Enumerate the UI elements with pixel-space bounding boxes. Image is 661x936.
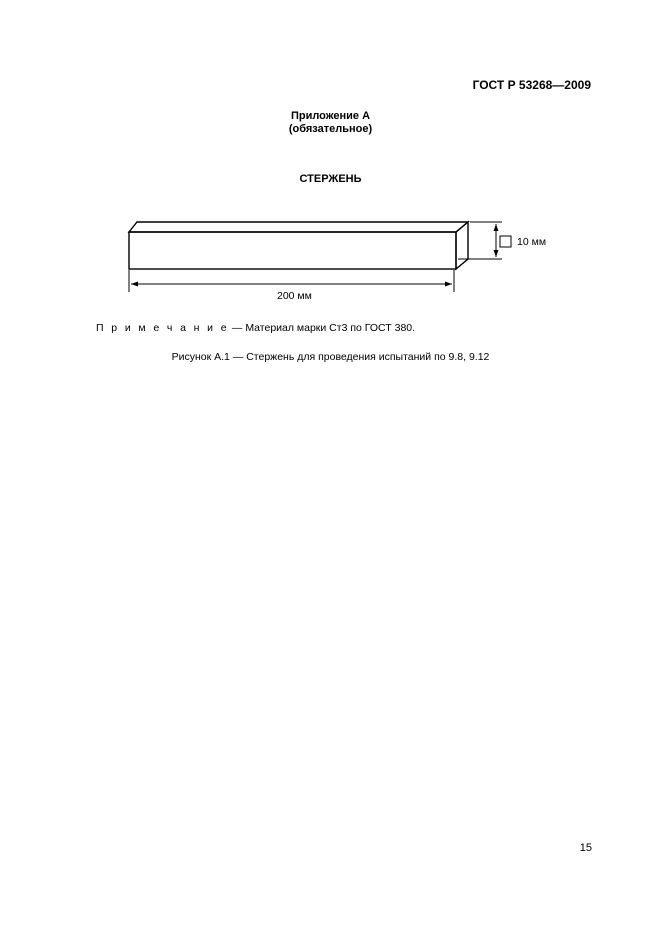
rod-drawing [0,0,661,320]
rod-top-face [129,222,468,232]
length-label: 200 мм [277,290,312,302]
note-text: — Материал марки Ст3 по ГОСТ 380. [228,322,416,334]
section-title: СТЕРЖЕНЬ [299,173,362,185]
length-dimension [129,270,454,292]
rod-end-face [456,222,468,269]
note [96,322,415,334]
annex-kind: (обязательное) [288,123,373,135]
page-number: 15 [579,842,592,854]
note-lead: П р и м е ч а н и е [96,322,229,334]
figure-caption: Рисунок А.1 — Стержень для проведения испытаний по 9.8, 9.12 [171,351,490,363]
square-section-symbol [500,236,511,247]
rod-shape [129,222,468,269]
annex-title: Приложение А [290,110,371,122]
height-dimension [458,222,502,259]
rod-front-face [129,232,456,269]
document-id: ГОСТ Р 53268—2009 [472,78,591,92]
height-label: 10 мм [517,236,547,248]
